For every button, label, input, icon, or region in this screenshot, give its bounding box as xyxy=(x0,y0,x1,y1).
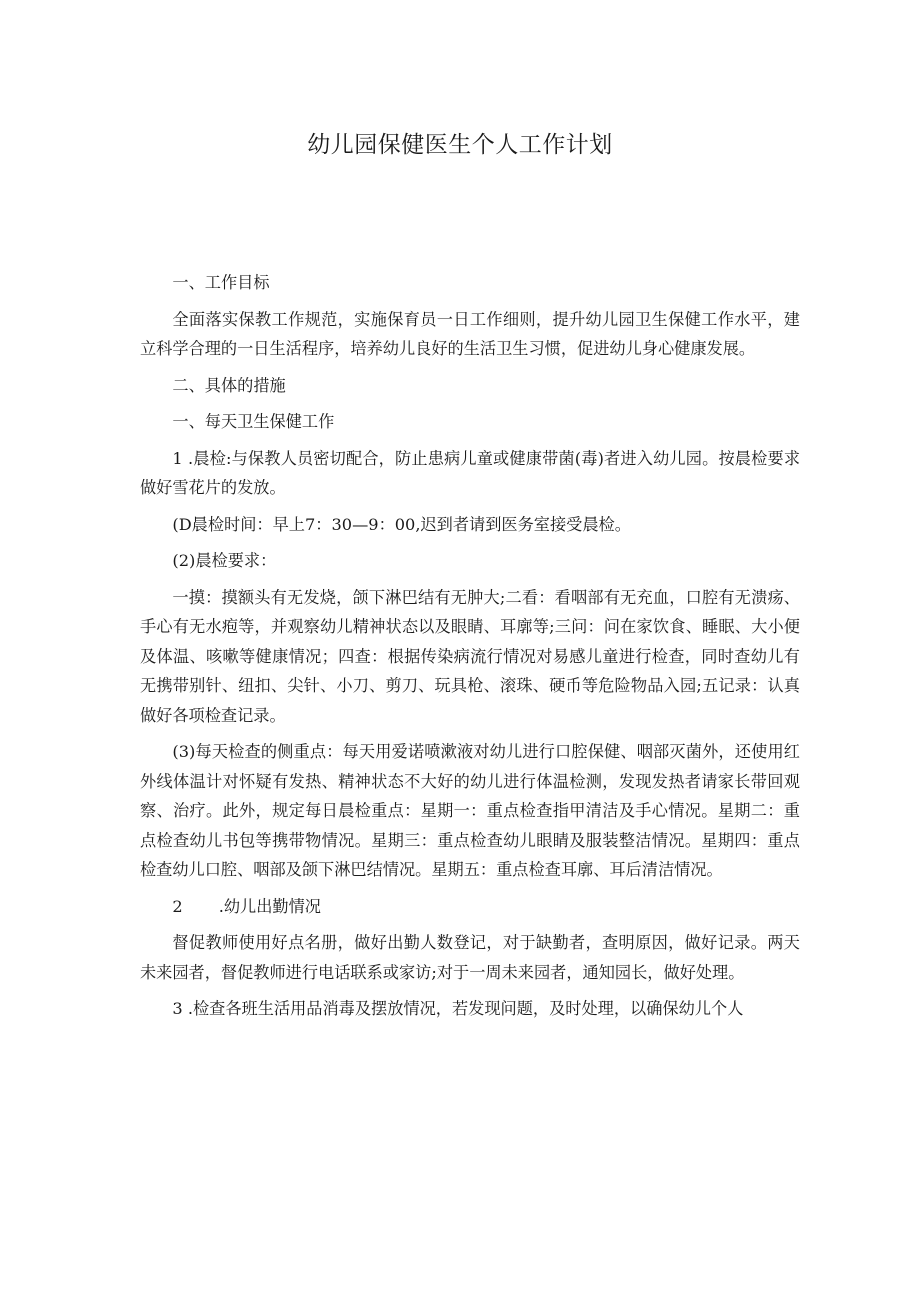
page-title: 幼儿园保健医生个人工作计划 xyxy=(307,132,613,158)
paragraph-morning-check-requirements: (2)晨检要求： xyxy=(172,551,277,570)
paragraph-supplies-check: 3 .检查各班生活用品消毒及摆放情况，若发现问题，及时处理，以确保幼儿个人 xyxy=(172,999,744,1018)
paragraph-check-steps: 一摸：摸额头有无发烧，颌下淋巴结有无肿大;二看：看咽部有无充血，口腔有无溃疡、手心有无水疱等，并观察幼儿精神状态以及眼睛、耳廓等;三问：问在家饮食、睡眠、大小便及体温、咳嗽等健康情况；四查：根据传染病流行情况对易感儿童进行检查，同时查幼儿有无携带别针、纽扣、尖针、小刀、剪刀、玩具枪、滚珠、硬币等危险物品入园;五记录：认真做好各项检查记录。 xyxy=(140,587,800,725)
paragraph-daily-focus: (3)每天检查的侧重点：每天用爱诺喷漱液对幼儿进行口腔保健、咽部灭菌外，还使用红外线体温计对怀疑有发热、精神状态不大好的幼儿进行体温检测，发现发热者请家长带回观察、治疗。此外，规定每日晨检重点：星期一：重点检查指甲清洁及手心情况。星期二：重点检查幼儿书包等携带物情况。星期三：重点检查幼儿眼睛及服装整洁情况。星期四：重点检查幼儿口腔、咽部及颌下淋巴结情况。星期五：重点检查耳廓、耳后清洁情况。 xyxy=(140,742,800,879)
section-heading-measures: 二、具体的措施 xyxy=(172,375,286,395)
subsection-heading-attendance xyxy=(140,892,800,922)
document-body xyxy=(140,268,800,1031)
paragraph-attendance: 督促教师使用好点名册，做好出勤人数登记，对于缺勤者，查明原因，做好记录。两天未来园者，督促教师进行电话联系或家访;对于一周未来园者，通知园长，做好处理。 xyxy=(140,933,800,982)
section-heading-goals: 一、工作目标 xyxy=(172,273,270,292)
item-number: 2 xyxy=(172,896,183,916)
subsection-heading-daily-work: 一、每天卫生保健工作 xyxy=(172,412,335,431)
item-title: .幼儿出勤情况 xyxy=(218,896,321,916)
paragraph-morning-check-time: (D晨检时间：早上7：30—9：00,迟到者请到医务室接受晨检。 xyxy=(172,514,631,534)
paragraph-goals: 全面落实保教工作规范，实施保育员一日工作细则，提升幼儿园卫生保健工作水平，建立科学合理的一日生活程序，培养幼儿良好的生活卫生习惯，促进幼儿身心健康发展。 xyxy=(140,309,800,358)
paragraph-morning-check: 1 .晨检:与保教人员密切配合，防止患病儿童或健康带菌(毒)者进入幼儿园。按晨检要求做好雪花片的发放。 xyxy=(140,448,800,497)
